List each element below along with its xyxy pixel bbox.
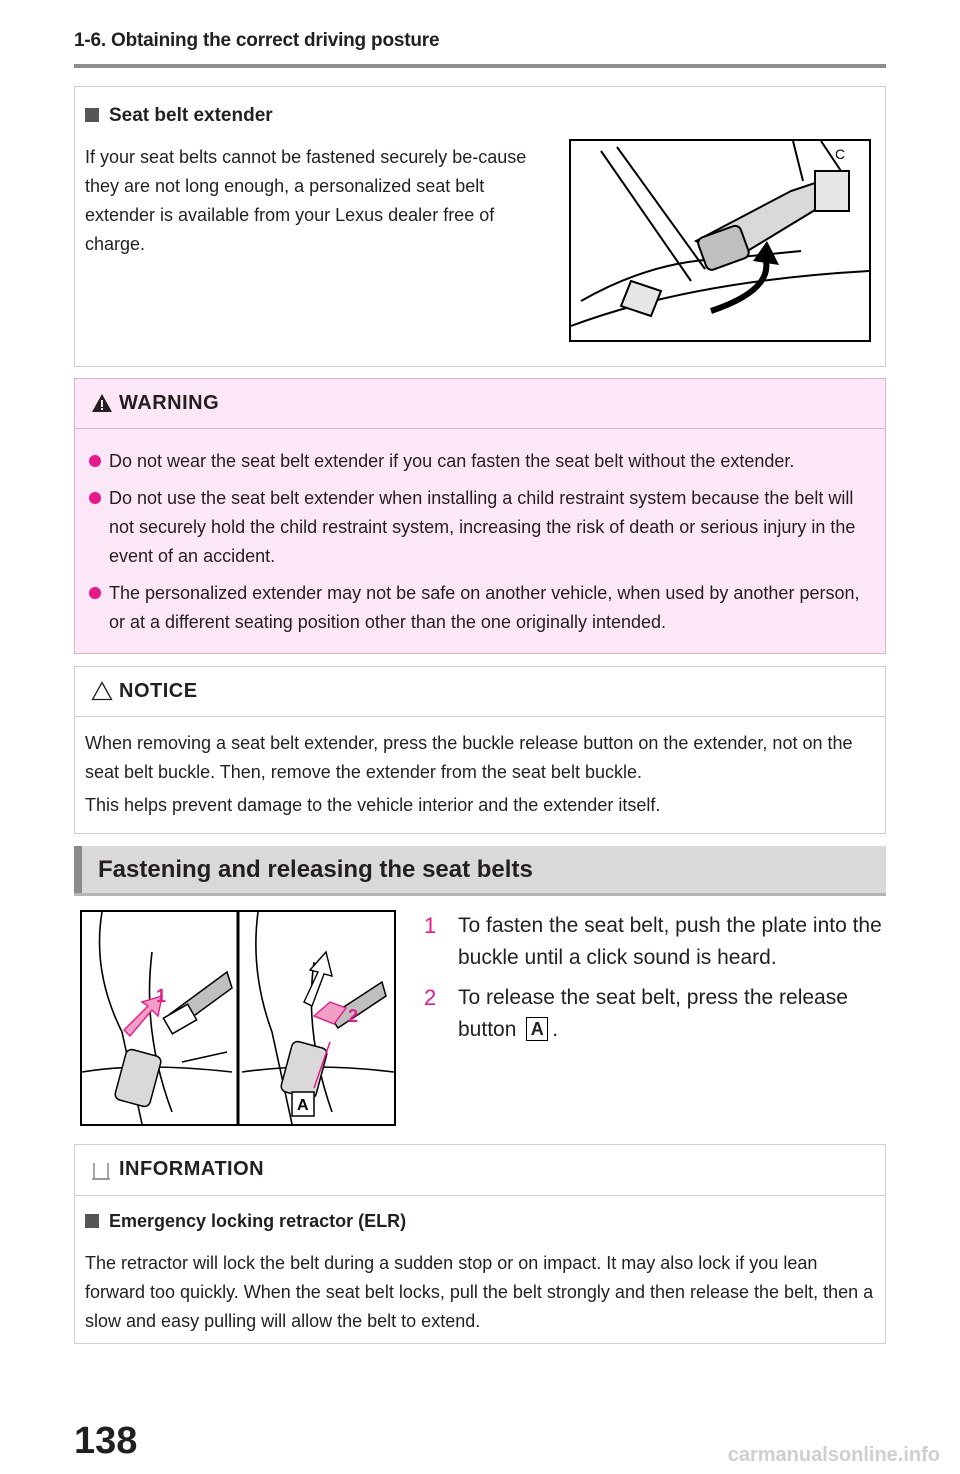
figure-label-2: 2 xyxy=(348,1006,359,1026)
fasten-steps xyxy=(424,910,884,1054)
release-button-reference: A xyxy=(526,1017,548,1041)
step-number: 1 xyxy=(424,913,437,938)
section-title: Fastening and releasing the seat belts xyxy=(98,856,533,883)
bullet-dot-icon xyxy=(89,492,101,504)
step-text-end: . xyxy=(552,1018,559,1041)
figure-label-1: 1 xyxy=(156,986,167,1006)
information-subtitle xyxy=(85,1211,406,1232)
figure-label-a: A xyxy=(297,1097,309,1114)
square-bullet-icon xyxy=(85,108,99,122)
caution-triangle-outline-icon xyxy=(91,681,113,701)
warning-item-text: Do not use the seat belt extender when installing a child restraint system because the belt will not securely hold the child restraint system, increasing the risk of death or serious injury in the event of an accident. xyxy=(109,488,856,566)
svg-text:C: C xyxy=(835,146,846,162)
information-subtitle-text: Emergency locking retractor (ELR) xyxy=(109,1211,407,1231)
extender-body: If your seat belts cannot be fastened securely be-cause they are not long enough, a personalized seat belt extender is available from your Lexus dealer free of charge. xyxy=(85,147,527,254)
information-body: The retractor will lock the belt during a sudden stop or on impact. It may also lock if you lean forward too quickly. When the seat belt locks, pull the belt strongly and then release the belt, then a slow and easy pulling will allow the belt to extend. xyxy=(85,1253,874,1331)
section-header xyxy=(74,846,886,896)
notice-box xyxy=(74,666,886,834)
step-text: To release the seat belt, press the release button xyxy=(458,986,848,1041)
page-header-title: 1-6. Obtaining the correct driving posture xyxy=(74,30,440,51)
information-header xyxy=(75,1145,885,1196)
page-number: 138 xyxy=(74,1420,138,1462)
warning-item xyxy=(89,579,869,637)
fasten-release-illustration xyxy=(80,910,396,1126)
warning-header xyxy=(75,379,885,429)
extender-subtitle-text: Seat belt extender xyxy=(109,105,273,126)
information-box xyxy=(74,1144,886,1344)
warning-item xyxy=(89,447,869,476)
extender-subtitle xyxy=(85,105,273,127)
step-text: To fasten the seat belt, push the plate into the buckle until a click sound is heard. xyxy=(458,914,882,969)
step-item xyxy=(424,982,884,1046)
notice-header xyxy=(75,667,885,717)
section-header-bar xyxy=(74,846,82,893)
step-item xyxy=(424,910,884,974)
notice-paragraph: This helps prevent damage to the vehicle interior and the extender itself. xyxy=(85,795,661,815)
step-number: 2 xyxy=(424,985,437,1010)
warning-triangle-icon xyxy=(91,393,113,413)
watermark: carmanualsonline.info xyxy=(727,1444,940,1466)
seat-belt-extender-illustration xyxy=(569,139,871,342)
notice-paragraph: When removing a seat belt extender, press the buckle release button on the extender, not on the seat belt buckle. Then, remove the extender from the seat belt buckle. xyxy=(85,733,853,782)
information-title: INFORMATION xyxy=(119,1158,265,1180)
warning-list xyxy=(89,447,869,645)
warning-item-text: Do not wear the seat belt extender if you can fasten the seat belt without the extender. xyxy=(109,451,795,471)
warning-title: WARNING xyxy=(119,392,220,414)
bullet-dot-icon xyxy=(89,455,101,467)
square-bullet-icon xyxy=(85,1214,99,1228)
bullet-dot-icon xyxy=(89,587,101,599)
extender-box xyxy=(74,86,886,367)
warning-box xyxy=(74,378,886,654)
notice-title: NOTICE xyxy=(119,680,198,702)
warning-item xyxy=(89,484,869,571)
warning-item-text: The personalized extender may not be safe on another vehicle, when used by another person, or at a different seating position other than the one originally intended. xyxy=(109,583,860,632)
memo-icon xyxy=(91,1161,111,1183)
header-divider xyxy=(74,64,886,68)
